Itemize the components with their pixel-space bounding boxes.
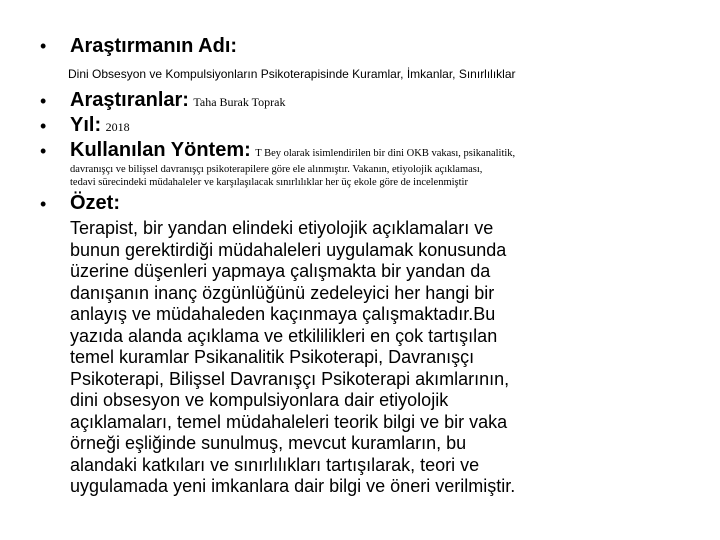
bullet-summary: • — [40, 194, 47, 214]
summary-text — [70, 218, 670, 498]
method-line-1: T Bey olarak isimlendirilen bir dini OKB vakası, psikanalitik, — [255, 148, 516, 159]
bullet-method: • — [40, 141, 47, 161]
researchers-value: Taha Burak Toprak — [193, 95, 286, 109]
summary-line: anlayış ve müdahaleden kaçınmaya çalışmaktadır.Bu — [70, 304, 496, 324]
summary-line: uygulamada yeni imkanlara dair bilgi ve öneri verilmiştir. — [70, 476, 516, 496]
summary-line: açıklamaları, temel müdahaleleri teorik bilgi ve bir vaka — [70, 411, 508, 432]
researchers-row — [70, 88, 285, 112]
summary-line: üzerine düşenleri yapmaya çalışmakta bir yandan da — [70, 261, 491, 281]
summary-line: yazıda alanda açıklama ve etkililikleri en çok tartışılan — [70, 325, 498, 346]
summary-line: alandaki katkıları ve sınırlılıkları tartışılarak, teori ve — [70, 454, 480, 475]
summary-line: Psikoterapi, Bilişsel Davranışçı Psikoterapi akımlarının, — [70, 368, 510, 389]
researchers-heading: Araştıranlar: — [70, 89, 189, 111]
summary-line: örneği eşliğinde sunulmuş, mevcut kuramların, bu — [70, 433, 467, 453]
bullet-year: • — [40, 116, 47, 136]
method-line-2: davranışçı ve bilişsel davranışçı psikoterapilere göre ele alınmıştır. Vakanın, etiyolojik açıklaması, — [70, 164, 483, 175]
bullet-researchers: • — [40, 91, 47, 111]
year-row — [70, 113, 130, 137]
summary-line: Terapist, bir yandan elindeki etiyolojik açıklamaları ve — [70, 218, 494, 238]
summary-line: dini obsesyon ve kompulsiyonlara dair etiyolojik — [70, 390, 449, 410]
summary-line: danışanın inanç özgünlüğünü zedeleyici her hangi bir — [70, 282, 495, 303]
method-line-3: tedavi sürecindeki müdahaleler ve karşılaşılacak sınırlılıklar her üç ekole göre de incelenmiştir — [70, 177, 468, 188]
summary-heading: Özet: — [70, 192, 120, 214]
summary-line: temel kuramlar Psikanalitik Psikoterapi, Davranışçı — [70, 347, 475, 367]
method-row — [70, 138, 515, 162]
method-description — [70, 163, 660, 189]
research-name-value: Dini Obsesyon ve Kompulsiyonların Psikoterapisinde Kuramlar, İmkanlar, Sınırlılıklar — [68, 67, 516, 81]
year-value: 2018 — [105, 120, 130, 134]
summary-line: bunun gerektirdiği müdahaleleri uygulamak konusunda — [70, 239, 507, 260]
bullet-research-name: • — [40, 36, 47, 56]
research-name-heading: Araştırmanın Adı: — [70, 35, 238, 57]
method-heading: Kullanılan Yöntem: — [70, 139, 251, 161]
year-heading: Yıl: — [70, 114, 102, 136]
